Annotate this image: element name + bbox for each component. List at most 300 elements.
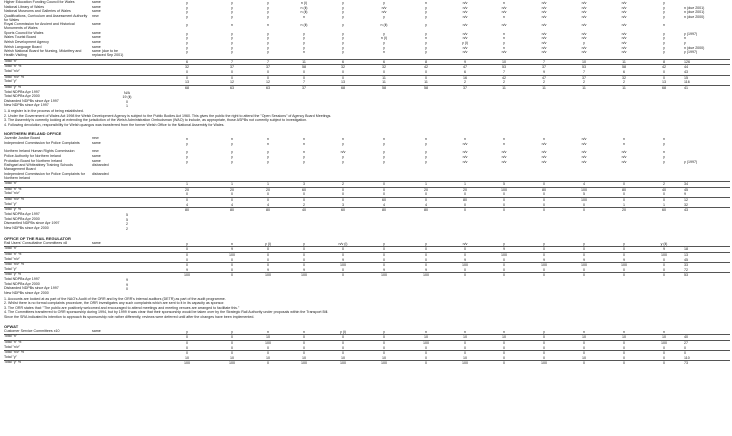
criterion-cell: n/v bbox=[621, 155, 627, 160]
body-name: National Museums and Galleries of Wales bbox=[4, 9, 71, 14]
totals-cell: 0 bbox=[503, 273, 505, 278]
criterion-cell: n bbox=[503, 137, 505, 142]
criterion-cell: y (i) bbox=[462, 40, 468, 45]
totals-cell: 5 bbox=[503, 182, 505, 187]
totals-cell: 53 bbox=[502, 65, 506, 70]
body-name: Police Authority for Northern Ireland bbox=[4, 154, 61, 159]
criterion-cell: n/v bbox=[581, 150, 587, 155]
criterion-cell: n (ii) bbox=[300, 5, 308, 10]
totals-cell: 11 bbox=[382, 80, 386, 85]
totals-cell: 60 bbox=[302, 187, 306, 192]
criterion-cell: y bbox=[503, 40, 505, 45]
criterion-cell: n bbox=[303, 150, 305, 155]
totals-cell: 42 bbox=[424, 65, 428, 70]
criterion-cell: n/v bbox=[581, 159, 587, 164]
criterion-cell: y bbox=[186, 329, 188, 334]
totals-label: Total "n" % bbox=[4, 64, 22, 69]
totals-cell: 0 bbox=[623, 182, 625, 187]
criterion-cell: n bbox=[303, 50, 305, 55]
criterion-cell: y bbox=[231, 150, 233, 155]
totals-cell: 0 bbox=[303, 252, 305, 257]
criterion-cell: n/v bbox=[581, 142, 587, 147]
totals-cell: 10 bbox=[582, 355, 586, 360]
criterion-cell: y bbox=[425, 14, 427, 19]
criterion-cell: y bbox=[231, 329, 233, 334]
totals-cell: 0 bbox=[231, 345, 233, 350]
totals-cell: 100 bbox=[229, 252, 235, 257]
body-name: Northern Ireland Human Rights Commission bbox=[4, 149, 75, 154]
totals-cell: 0 bbox=[267, 345, 269, 350]
criterion-cell: n bbox=[583, 329, 585, 334]
criterion-cell: y bbox=[267, 14, 269, 19]
criterion-cell: y bbox=[383, 150, 385, 155]
criterion-cell: n/v bbox=[581, 23, 587, 28]
totals-cell: 0 bbox=[623, 351, 625, 356]
totals-cell: 12 bbox=[230, 80, 234, 85]
criterion-cell: n/v bbox=[621, 1, 627, 5]
totals-overall: 0 bbox=[684, 351, 686, 356]
body-status: same bbox=[92, 158, 101, 163]
body-name: Welsh National Board for Nursing, Midwifery and Health Visiting bbox=[4, 49, 82, 58]
criterion-cell: y bbox=[663, 50, 665, 55]
totals-cell: 0 bbox=[383, 257, 385, 262]
criterion-cell: n bbox=[503, 45, 505, 50]
criterion-cell: y bbox=[425, 10, 427, 15]
totals-cell: 0 bbox=[663, 69, 665, 74]
totals-cell: 63 bbox=[230, 85, 234, 90]
totals-cell: 10 bbox=[582, 59, 586, 64]
totals-cell: 6 bbox=[464, 69, 466, 74]
criterion-cell: n/v bbox=[541, 142, 547, 147]
totals-overall: 34 bbox=[684, 182, 688, 187]
totals-cell: 20 bbox=[463, 187, 467, 192]
totals-cell: 10 bbox=[341, 355, 345, 360]
totals-cell: 9 bbox=[503, 247, 505, 252]
totals-cell: 32 bbox=[341, 65, 345, 70]
totals-cell: 40 bbox=[302, 208, 306, 213]
totals-cell: 0 bbox=[543, 335, 545, 340]
totals-cell: 0 bbox=[383, 182, 385, 187]
criterion-cell: y bbox=[267, 159, 269, 164]
totals-cell: 60 bbox=[341, 208, 345, 213]
totals-cell: 53 bbox=[582, 65, 586, 70]
totals-cell: 0 bbox=[663, 361, 665, 366]
totals-label: Total "y" % bbox=[4, 207, 22, 212]
body-row bbox=[4, 15, 730, 23]
criterion-cell: n bbox=[623, 142, 625, 147]
criterion-cell: n/v bbox=[621, 45, 627, 50]
totals-cell: 10 bbox=[266, 335, 270, 340]
totals-cell: 100 bbox=[265, 273, 271, 278]
criterion-cell: n bbox=[425, 329, 427, 334]
totals-cell: 2 bbox=[623, 80, 625, 85]
totals-cell: 0 bbox=[425, 75, 427, 80]
totals-cell: 0 bbox=[342, 198, 344, 203]
totals-cell: 0 bbox=[503, 192, 505, 197]
totals-cell: 0 bbox=[543, 267, 545, 272]
totals-cell: 0 bbox=[267, 252, 269, 257]
criterion-cell: n/v bbox=[621, 150, 627, 155]
criterion-cell: y bbox=[425, 45, 427, 50]
section-heading: OFWAT bbox=[4, 323, 19, 329]
criterion-cell: n/v bbox=[541, 159, 547, 164]
totals-cell: 9 bbox=[342, 257, 344, 262]
totals-cell: 0 bbox=[503, 198, 505, 203]
criterion-cell: n/v bbox=[501, 10, 507, 15]
criterion-cell: y bbox=[267, 36, 269, 41]
stat-label: Total NDPBs Apr 2000 bbox=[4, 94, 40, 99]
criterion-cell: y bbox=[583, 241, 585, 246]
stat-label: Total NDPBs Apr 1997 bbox=[4, 277, 40, 282]
body-name: Qualifications, Curriculum and Assessment Authority for Wales bbox=[4, 13, 88, 22]
totals-cell: 10 bbox=[502, 59, 506, 64]
totals-cell: 0 bbox=[186, 257, 188, 262]
totals-overall: 18 bbox=[684, 247, 688, 252]
totals-cell: 0 bbox=[186, 263, 188, 268]
criterion-cell: y bbox=[663, 1, 665, 5]
totals-label: Total "n" bbox=[4, 181, 18, 186]
body-status: new bbox=[92, 136, 99, 141]
totals-label: Total "n/v" bbox=[4, 191, 20, 196]
totals-cell: 80 bbox=[266, 208, 270, 213]
review-cell: n (due 2001) bbox=[684, 5, 705, 10]
totals-cell: 13 bbox=[341, 80, 345, 85]
totals-cell: 0 bbox=[623, 247, 625, 252]
totals-cell: 0 bbox=[425, 192, 427, 197]
totals-label: Total "y" bbox=[4, 266, 17, 271]
totals-cell: 0 bbox=[583, 208, 585, 213]
totals-cell: 100 bbox=[581, 263, 587, 268]
totals-overall: 32 bbox=[684, 202, 688, 207]
totals-cell: 0 bbox=[342, 345, 344, 350]
totals-cell: 0 bbox=[583, 273, 585, 278]
stat-label: New NDPBs since Apr 2000 bbox=[4, 290, 49, 295]
criterion-cell: y bbox=[342, 5, 344, 10]
totals-cell: 80 bbox=[230, 208, 234, 213]
criterion-cell: n bbox=[503, 31, 505, 36]
totals-overall: 33 bbox=[684, 263, 688, 268]
totals-cell: 0 bbox=[464, 267, 466, 272]
stat-label: Disbanded NDPBs since Apr 1997 bbox=[4, 98, 59, 103]
totals-cell: 0 bbox=[186, 252, 188, 257]
totals-cell: 68 bbox=[185, 85, 189, 90]
totals-cell: 0 bbox=[543, 351, 545, 356]
body-status: same bbox=[92, 44, 101, 49]
totals-cell: 0 bbox=[464, 208, 466, 213]
criterion-cell: y bbox=[383, 329, 385, 334]
totals-cell: 0 bbox=[425, 69, 427, 74]
criterion-cell: n bbox=[663, 329, 665, 334]
totals-cell: 0 bbox=[231, 340, 233, 345]
criterion-cell: y bbox=[186, 155, 188, 160]
totals-cell: 58 bbox=[302, 65, 306, 70]
criterion-cell: y bbox=[186, 40, 188, 45]
criterion-cell: y bbox=[231, 14, 233, 19]
body-name: Rail Users' Consultative Committees x8 bbox=[4, 240, 67, 245]
body-status: same (due to be replaced Sep 2001) bbox=[92, 49, 124, 58]
totals-cell: 63 bbox=[266, 85, 270, 90]
criterion-cell: n/v bbox=[621, 14, 627, 19]
criterion-cell: n/v bbox=[581, 45, 587, 50]
totals-cell: 7 bbox=[303, 80, 305, 85]
totals-cell: 100 bbox=[423, 273, 429, 278]
criterion-cell: n/v bbox=[501, 23, 507, 28]
totals-cell: 100 bbox=[462, 263, 468, 268]
totals-cell: 100 bbox=[501, 187, 507, 192]
totals-cell: 6 bbox=[186, 59, 188, 64]
totals-cell: 58 bbox=[622, 65, 626, 70]
totals-cell: 58 bbox=[424, 85, 428, 90]
criterion-cell: y bbox=[303, 45, 305, 50]
criterion-cell: y bbox=[383, 159, 385, 164]
body-status: same bbox=[92, 328, 101, 333]
totals-cell: 9 bbox=[267, 267, 269, 272]
criterion-cell: y bbox=[186, 5, 188, 10]
criterion-cell: n/v bbox=[541, 31, 547, 36]
criterion-cell: y bbox=[303, 31, 305, 36]
totals-cell: 10 bbox=[185, 355, 189, 360]
totals-cell: 0 bbox=[543, 208, 545, 213]
totals-cell: 0 bbox=[503, 202, 505, 207]
totals-cell: 0 bbox=[623, 273, 625, 278]
criterion-cell: n bbox=[231, 137, 233, 142]
totals-cell: 1 bbox=[623, 202, 625, 207]
criterion-cell: n/v bbox=[462, 150, 468, 155]
totals-cell: 0 bbox=[663, 75, 665, 80]
totals-overall: 110 bbox=[684, 355, 690, 360]
criterion-cell: n bbox=[267, 142, 269, 147]
criterion-cell: y bbox=[186, 150, 188, 155]
stat-label: Total NDPBs Apr 2000 bbox=[4, 216, 40, 221]
criterion-cell: y bbox=[231, 50, 233, 55]
totals-overall: 12 bbox=[684, 198, 688, 203]
totals-cell: 0 bbox=[342, 335, 344, 340]
totals-label: Total "n" % bbox=[4, 186, 22, 191]
totals-cell: 0 bbox=[623, 345, 625, 350]
totals-cell: 0 bbox=[303, 263, 305, 268]
totals-cell: 20 bbox=[424, 187, 428, 192]
totals-overall: 73 bbox=[684, 361, 688, 366]
body-row bbox=[4, 142, 730, 150]
totals-cell: 0 bbox=[342, 247, 344, 252]
totals-cell: 0 bbox=[342, 351, 344, 356]
body-name: Customer Service Committees x10 bbox=[4, 328, 60, 333]
criterion-cell: n/v bbox=[541, 1, 547, 5]
criterion-cell: n/v bbox=[621, 40, 627, 45]
totals-cell: 0 bbox=[583, 345, 585, 350]
criterion-cell: n/v bbox=[462, 50, 468, 55]
totals-cell: 0 bbox=[425, 247, 427, 252]
criterion-cell: n/v bbox=[462, 1, 468, 5]
totals-label: Total "y" % bbox=[4, 360, 22, 365]
body-name: National Library of Wales bbox=[4, 4, 45, 9]
totals-cell: 0 bbox=[186, 335, 188, 340]
totals-cell: 2 bbox=[503, 80, 505, 85]
criterion-cell: n bbox=[383, 137, 385, 142]
criterion-cell: n bbox=[303, 329, 305, 334]
criterion-cell: n bbox=[503, 142, 505, 147]
body-name: Probation Board for Northern Ireland bbox=[4, 158, 63, 163]
criterion-cell: n/v bbox=[541, 14, 547, 19]
totals-cell: 0 bbox=[425, 345, 427, 350]
criterion-cell: n/v bbox=[462, 5, 468, 10]
criterion-cell: n/v bbox=[581, 1, 587, 5]
quango-accountability-table bbox=[4, 1, 730, 366]
totals-cell: 0 bbox=[267, 361, 269, 366]
totals-cell: 0 bbox=[303, 69, 305, 74]
totals-cell: 60 bbox=[662, 208, 666, 213]
criterion-cell: n/v bbox=[541, 5, 547, 10]
body-status: disbanded bbox=[92, 171, 109, 176]
stat-value: 5 bbox=[126, 213, 128, 218]
totals-cell: 0 bbox=[267, 263, 269, 268]
totals-cell: 9 bbox=[543, 69, 545, 74]
totals-cell: 9 bbox=[425, 267, 427, 272]
totals-overall: 44 bbox=[684, 65, 688, 70]
totals-cell: 100 bbox=[541, 361, 547, 366]
totals-cell: 47 bbox=[542, 75, 546, 80]
criterion-cell: y bbox=[383, 14, 385, 19]
criterion-cell: y bbox=[342, 23, 344, 28]
criterion-cell: y bbox=[383, 155, 385, 160]
body-status: same bbox=[92, 9, 101, 14]
criterion-cell: y bbox=[231, 31, 233, 36]
criterion-cell: y bbox=[663, 14, 665, 19]
criterion-cell: n bbox=[303, 14, 305, 19]
body-name: Wales Tourist Board bbox=[4, 35, 36, 40]
criterion-cell: n bbox=[663, 150, 665, 155]
criterion-cell: y bbox=[623, 241, 625, 246]
totals-cell: 0 bbox=[231, 263, 233, 268]
totals-cell: 9 bbox=[543, 257, 545, 262]
totals-cell: 8 bbox=[663, 59, 665, 64]
totals-cell: 11 bbox=[582, 85, 586, 90]
criterion-cell: y bbox=[186, 1, 188, 5]
totals-cell: 4 bbox=[186, 202, 188, 207]
totals-cell: 10 bbox=[463, 355, 467, 360]
criterion-cell: n/v bbox=[621, 31, 627, 36]
totals-cell: 9 bbox=[464, 59, 466, 64]
totals-cell: 10 bbox=[424, 335, 428, 340]
totals-cell: 10 bbox=[622, 335, 626, 340]
totals-cell: 0 bbox=[186, 351, 188, 356]
totals-cell: 0 bbox=[342, 75, 344, 80]
totals-cell: 0 bbox=[303, 247, 305, 252]
criterion-cell: n (i) bbox=[380, 36, 388, 41]
criterion-cell: n/v bbox=[462, 14, 468, 19]
totals-cell: 100 bbox=[265, 340, 271, 345]
body-status: disbanded bbox=[92, 163, 109, 168]
totals-cell: 32 bbox=[382, 65, 386, 70]
totals-cell: 1 bbox=[186, 182, 188, 187]
totals-cell: 20 bbox=[185, 187, 189, 192]
totals-cell: 100 bbox=[581, 198, 587, 203]
totals-cell: 100 bbox=[581, 187, 587, 192]
criterion-cell: n/v bbox=[621, 10, 627, 15]
criterion-cell: y bbox=[543, 241, 545, 246]
criterion-cell: y bbox=[267, 155, 269, 160]
criterion-cell: y bbox=[425, 31, 427, 36]
criterion-cell: n/v bbox=[541, 45, 547, 50]
criterion-cell: n/v bbox=[462, 45, 468, 50]
stat-label: Total NDPBs Apr 1997 bbox=[4, 89, 40, 94]
criterion-cell: y bbox=[583, 40, 585, 45]
criterion-cell: n bbox=[503, 36, 505, 41]
totals-cell: 0 bbox=[425, 252, 427, 257]
criterion-cell: y bbox=[186, 142, 188, 147]
totals-overall: 45 bbox=[684, 257, 688, 262]
totals-label: Total "n/v" % bbox=[4, 262, 25, 267]
totals-row bbox=[4, 360, 730, 366]
totals-cell: 0 bbox=[464, 252, 466, 257]
totals-cell: 37 bbox=[582, 75, 586, 80]
criterion-cell: y (i) bbox=[340, 329, 346, 334]
totals-cell: 80 bbox=[463, 198, 467, 203]
criterion-cell: y bbox=[663, 10, 665, 15]
totals-cell: 0 bbox=[186, 340, 188, 345]
criterion-cell: y bbox=[231, 155, 233, 160]
stat-value: 1 bbox=[126, 104, 128, 109]
totals-cell: 0 bbox=[663, 345, 665, 350]
footnote: 2. Whilst there is no formal complaints procedure, the ORR investigates any such complaints which are sent to it in its capacity as sponsor. bbox=[4, 301, 225, 306]
totals-cell: 0 bbox=[543, 192, 545, 197]
totals-cell: 10 bbox=[662, 335, 666, 340]
criterion-cell: y bbox=[231, 1, 233, 5]
criterion-cell: y bbox=[383, 45, 385, 50]
totals-cell: 6 bbox=[623, 69, 625, 74]
criterion-cell: y bbox=[303, 159, 305, 164]
criterion-cell: n/v bbox=[541, 40, 547, 45]
criterion-cell: n/v bbox=[541, 23, 547, 28]
body-row bbox=[4, 23, 730, 31]
stat-label: Total NDPBs Apr 1997 bbox=[4, 212, 40, 217]
totals-cell: 16 bbox=[463, 75, 467, 80]
totals-cell: 9 bbox=[583, 257, 585, 262]
criterion-cell: n/v bbox=[621, 50, 627, 55]
criterion-cell: n bbox=[663, 137, 665, 142]
body-status: same bbox=[92, 22, 101, 27]
totals-cell: 0 bbox=[342, 340, 344, 345]
totals-cell: 100 bbox=[340, 263, 346, 268]
body-name: Independent Commission for Police Complaints bbox=[4, 141, 80, 146]
totals-cell: 7 bbox=[503, 69, 505, 74]
totals-cell: 0 bbox=[267, 257, 269, 262]
body-status: same bbox=[92, 154, 101, 159]
criterion-cell: n/v bbox=[621, 36, 627, 41]
criterion-cell: n/v bbox=[581, 14, 587, 19]
totals-cell: 11 bbox=[542, 85, 546, 90]
totals-cell: 0 bbox=[303, 192, 305, 197]
criterion-cell: y bbox=[425, 150, 427, 155]
review-cell: y (1997) bbox=[684, 31, 698, 36]
criterion-cell: y bbox=[383, 31, 385, 36]
criterion-cell: n/v bbox=[462, 36, 468, 41]
totals-cell: 4 bbox=[267, 202, 269, 207]
totals-cell: 3 bbox=[342, 202, 344, 207]
stat-label: Disbanded NDPBs since Apr 1997 bbox=[4, 286, 59, 291]
totals-label: Total "n" bbox=[4, 334, 18, 339]
criterion-cell: y bbox=[186, 14, 188, 19]
totals-cell: 42 bbox=[502, 75, 506, 80]
totals-overall: 116 bbox=[684, 80, 690, 85]
totals-cell: 0 bbox=[383, 263, 385, 268]
criterion-cell: n/v bbox=[462, 159, 468, 164]
criterion-cell: n bbox=[303, 142, 305, 147]
totals-cell: 2 bbox=[464, 80, 466, 85]
criterion-cell: n bbox=[503, 1, 505, 5]
totals-cell: 100 bbox=[184, 361, 190, 366]
criterion-cell: n/v bbox=[581, 36, 587, 41]
